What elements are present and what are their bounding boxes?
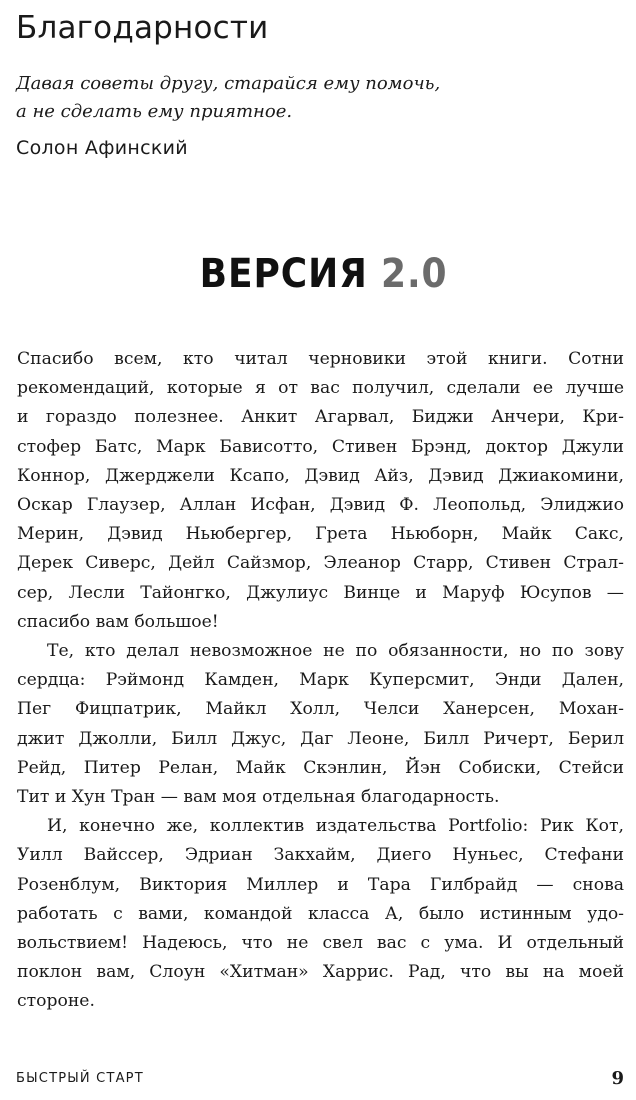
epigraph-author: Солон Афинский [16, 137, 188, 159]
body-line: Оскар Глаузер, Аллан Исфан, Дэвид Ф. Леопольд, Элиджио [17, 495, 624, 516]
body-line: рекомендаций, которые я от вас получил, сделали ее лучше [17, 378, 624, 399]
page-number: 9 [611, 1068, 624, 1089]
body-line: и гораздо полезнее. Анкит Агарвал, Биджи Анчери, Кри- [17, 407, 624, 428]
section-heading [0, 242, 636, 306]
body-line: Розенблум, Виктория Миллер и Тара Гилбрайд — снова [17, 874, 624, 895]
body-line: сер, Лесли Тайонгко, Джулиус Винце и Маруф Юсупов — [17, 582, 624, 603]
page-title: Благодарности [16, 10, 269, 46]
body-line: Рейд, Питер Релан, Майк Скэнлин, Йэн Собиски, Стейси [17, 757, 624, 778]
body-line: вольствием! Надеюсь, что не свел вас с ума. И отдельный [17, 933, 624, 954]
running-title: БЫСТРЫЙ СТАРТ [16, 1071, 144, 1086]
section-heading-word: ВЕРСИЯ [199, 251, 368, 297]
epigraph-line: Давая советы другу, старайся ему помочь, [16, 73, 441, 94]
body-text [17, 345, 624, 1017]
body-line: Те, кто делал невозможное не по обязанности, но по зову [47, 641, 624, 662]
epigraph [16, 70, 616, 126]
epigraph-line: а не сделать ему приятное. [16, 101, 293, 122]
body-line: работать с вами, командой класса А, было истинным удо- [17, 903, 624, 924]
body-line: Коннор, Джерджели Ксапо, Дэвид Айз, Дэвид Джиакомини, [17, 465, 624, 486]
body-line: Дерек Сиверс, Дейл Сайзмор, Элеанор Старр, Стивен Страл- [17, 553, 624, 574]
body-line: спасибо вам большое! [17, 611, 219, 632]
body-line: джит Джолли, Билл Джус, Даг Леоне, Билл Ричерт, Берил [17, 728, 624, 749]
body-line: Пег Фицпатрик, Майкл Холл, Челси Ханерсен, Мохан- [17, 699, 624, 720]
body-line: И, конечно же, коллектив издательства Portfolio: Рик Кот, [47, 816, 624, 837]
section-heading-number: 2.0 [381, 251, 448, 297]
body-line: поклон вам, Слоун «Хитман» Харрис. Рад, что вы на моей [17, 962, 624, 983]
body-line: Уилл Вайссер, Эдриан Закхайм, Диего Нуньес, Стефани [17, 845, 624, 866]
body-line: Тит и Хун Тран — вам моя отдельная благодарность. [17, 787, 500, 808]
body-line: стороне. [17, 991, 95, 1012]
body-line: Мерин, Дэвид Ньюбергер, Грета Ньюборн, Майк Сакс, [17, 524, 624, 545]
body-line: сердца: Рэймонд Камден, Марк Куперсмит, Энди Дален, [17, 670, 624, 691]
body-line: стофер Батс, Марк Бависотто, Стивен Брэнд, доктор Джули [17, 436, 624, 457]
body-line: Спасибо всем, кто читал черновики этой книги. Сотни [17, 349, 624, 369]
